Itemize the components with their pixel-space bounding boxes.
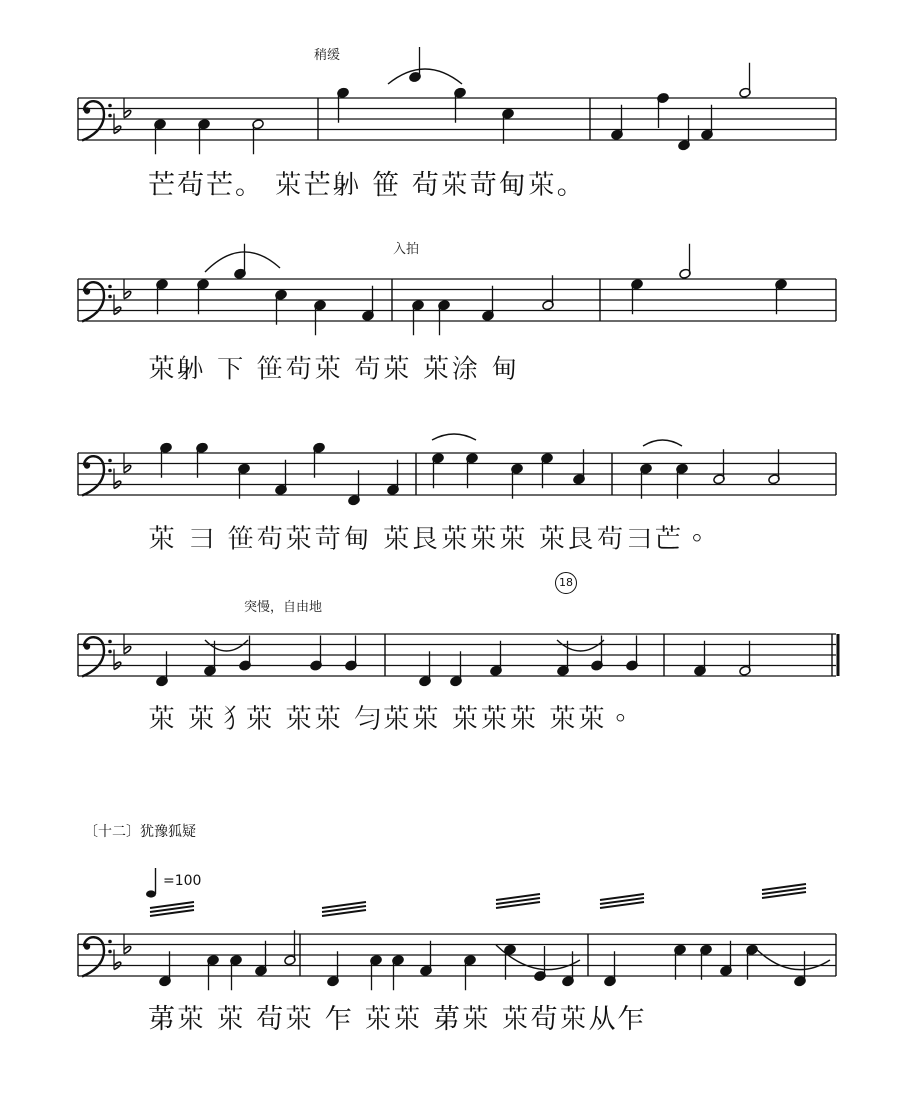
bass-clef (108, 950, 112, 954)
bass-clef (82, 637, 104, 676)
bass-clef (108, 640, 112, 644)
bass-clef (108, 285, 112, 289)
tablature-line-5: 苐𦬝 𦬝 茍𦬝 乍 𦬝𦬝 苐𦬝 𦬝茍𦬝从乍 (148, 1004, 647, 1035)
tempo-annotation-slow: 稍缓 (314, 48, 341, 63)
bass-clef (84, 462, 90, 468)
bass-clef (82, 937, 104, 976)
bass-clef (108, 104, 112, 108)
tempo-mark: =100 (163, 873, 202, 889)
flat-sign (124, 465, 131, 472)
tempo-annotation-in-beat: 入拍 (393, 242, 420, 257)
bass-clef (82, 456, 104, 495)
bass-clef (108, 114, 112, 118)
bass-clef (84, 643, 90, 649)
flat-sign (124, 110, 131, 117)
circled-number: 18 (555, 572, 577, 594)
tablature-line-1: 芒茍芒。 𦬝芒𨈓 笹 茍𦬝苛甸𦬝。 (148, 170, 586, 201)
bass-clef (108, 650, 112, 654)
slur (388, 69, 462, 84)
tablature-line-2: 𦬝𨈓 下 笹茍𦬝 茍𦬝 𦬝涂 甸 (148, 354, 520, 385)
bass-clef (108, 459, 112, 463)
tablature-line-4: 𦬝 𦬝犭𦬝 𦬝𦬝 匀𦬝𦬝 𦬝𦬝𦬝 𦬝𦬝。 (148, 704, 636, 735)
slur (432, 434, 476, 440)
slur (557, 640, 604, 651)
bass-clef (84, 943, 90, 949)
flat-sign (124, 646, 131, 653)
bass-clef (82, 282, 104, 321)
bass-clef (108, 295, 112, 299)
flat-sign (124, 291, 131, 298)
slur (205, 252, 280, 272)
bass-clef (84, 288, 90, 294)
quarter-note-icon (146, 890, 156, 897)
slur (205, 640, 248, 651)
bass-clef (108, 469, 112, 473)
tempo-annotation-free: 突慢，自由地 (244, 600, 323, 615)
section-title: 〔十二〕犹豫狐疑 (84, 824, 196, 840)
bass-clef (84, 107, 90, 113)
bass-clef (82, 101, 104, 140)
slur (643, 440, 682, 446)
tablature-line-3: 𦬝 ⺕ 笹茍𦬝苛甸 𦬝艮𦬝𦬝𦬝 𦬝艮茍⺕芒。 (148, 524, 713, 555)
flat-sign (124, 946, 131, 953)
bass-clef (108, 940, 112, 944)
